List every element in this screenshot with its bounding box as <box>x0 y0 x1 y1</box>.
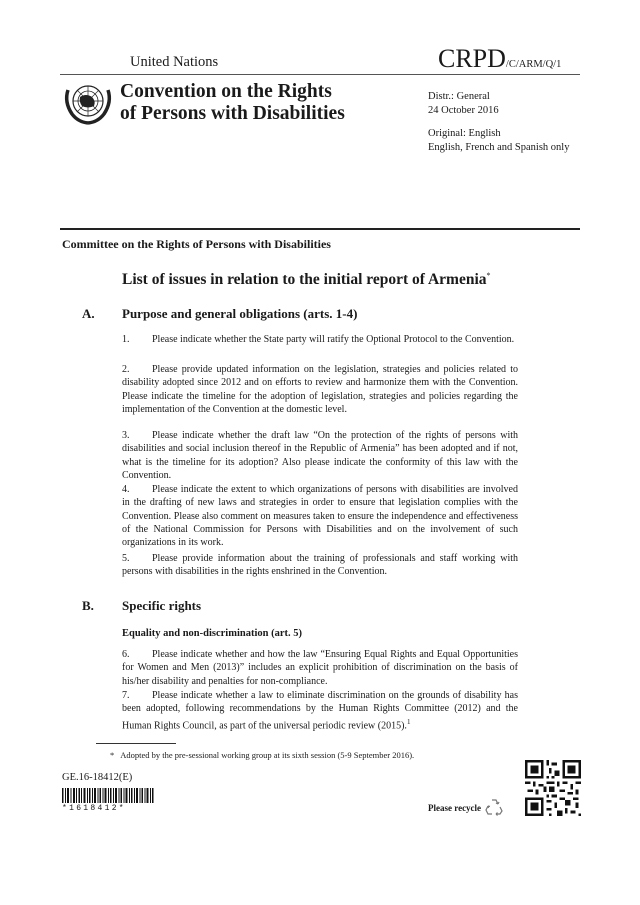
section-b-heading <box>82 598 201 614</box>
header-rule <box>60 74 580 75</box>
paragraph-number: 1. <box>122 334 130 345</box>
paragraph-5 <box>122 552 518 579</box>
qr-code-icon[interactable] <box>525 760 581 816</box>
footnote-mark: * <box>110 750 115 760</box>
paragraph-number: 6. <box>122 649 130 660</box>
recycle-label: Please recycle <box>428 803 482 813</box>
barcode-icon <box>62 788 154 803</box>
section-a-heading <box>82 306 357 322</box>
paragraph-text: Please indicate whether the State party will ratify the Optional Protocol to the Convention. <box>152 334 515 345</box>
title-footnote-mark[interactable]: * <box>486 271 491 280</box>
date: 24 October 2016 <box>428 104 499 116</box>
title-rule <box>60 228 580 230</box>
distribution: Distr.: General <box>428 91 490 102</box>
paragraph-7 <box>122 689 518 732</box>
symbol-sub: /C/ARM/Q/1 <box>505 59 562 70</box>
paragraph-6 <box>122 648 518 688</box>
recycle-icon <box>484 797 504 819</box>
paragraph-number: 7. <box>122 690 130 701</box>
paragraph-3 <box>122 429 518 482</box>
paragraph-number: 3. <box>122 430 130 441</box>
paragraph-number: 5. <box>122 553 130 564</box>
job-number: GE.16-18412(E) <box>62 772 133 783</box>
organization-name: United Nations <box>130 54 219 70</box>
barcode-number: *1618412* <box>62 804 126 813</box>
distribution-info <box>428 90 569 154</box>
section-letter: A. <box>82 306 95 321</box>
paragraph-1 <box>122 333 518 346</box>
committee-name: Committee on the Rights of Persons with Disabilities <box>62 237 331 251</box>
paragraph-2 <box>122 363 518 416</box>
paragraph-text: Please provide information about the training of professionals and staff working with persons with disabilities in the rights enshrined in the Convention. <box>122 553 518 578</box>
paragraph-number: 4. <box>122 484 130 495</box>
section-title: Specific rights <box>122 598 202 613</box>
paragraph-text: Please indicate whether a law to eliminate discrimination on the grounds of disability has been adopted, following recommendations by the Human Rights Committee (2012) and the Human Rights Council, as part of the universal periodic review (2015). <box>122 690 518 731</box>
paragraph-text: Please provide updated information on the legislation, strategies and policies related to disability adopted since 2012 and on efforts to review and harmonize them with the Convention. Please indicate the timeline for the adoption of legislation, strategies and policies regarding the implementation of the Convention at the domestic level. <box>122 364 518 415</box>
footnote-text: Adopted by the pre-sessional working group at its sixth session (5-9 September 2016). <box>120 750 415 760</box>
paragraph-text: Please indicate whether the draft law “On the protection of the rights of persons with disabilities and social inclusion thereof in the Republic of Armenia” has been adopted and if not, what is the timeline for its adoption? Also please indicate the conformity of this law with the Convention. <box>122 430 518 481</box>
paragraph-text: Please indicate whether and how the law “Ensuring Equal Rights and Equal Opportunities for Women and Men (2013)” includes an explicit prohibition of discrimination on the basis of his/her disability and penalties for non-compliance. <box>122 649 518 687</box>
recycle-notice <box>428 797 504 819</box>
subheading-equality: Equality and non-discrimination (art. 5) <box>122 628 302 639</box>
original-language: Original: English <box>428 128 501 139</box>
document-title-text: List of issues in relation to the initial report of Armenia <box>122 271 487 289</box>
document-title <box>122 271 491 289</box>
footnote-ref[interactable]: 1 <box>406 717 411 726</box>
un-emblem-icon <box>62 80 114 126</box>
document-symbol <box>438 46 561 72</box>
section-title: Purpose and general obligations (arts. 1-4) <box>122 306 358 321</box>
symbol-main: CRPD <box>438 44 506 73</box>
footnote <box>110 750 414 760</box>
languages: English, French and Spanish only <box>428 141 570 153</box>
section-letter: B. <box>82 598 94 613</box>
footnote-separator <box>96 743 176 744</box>
paragraph-text: Please indicate the extent to which organizations of persons with disabilities are involved in the drafting of new laws and strategies in order to ensure that legislation complies with the Convention. Please also comment on measures taken to ensure the independence and effectiveness of the National Commission for Persons with Disabilities and on the involvement of such organizations in its work. <box>122 484 518 549</box>
convention-title-line1: Convention on the Rights <box>120 81 332 102</box>
convention-title-line2: of Persons with Disabilities <box>120 103 345 124</box>
paragraph-number: 2. <box>122 364 130 375</box>
paragraph-4 <box>122 483 518 549</box>
convention-title <box>120 81 345 125</box>
